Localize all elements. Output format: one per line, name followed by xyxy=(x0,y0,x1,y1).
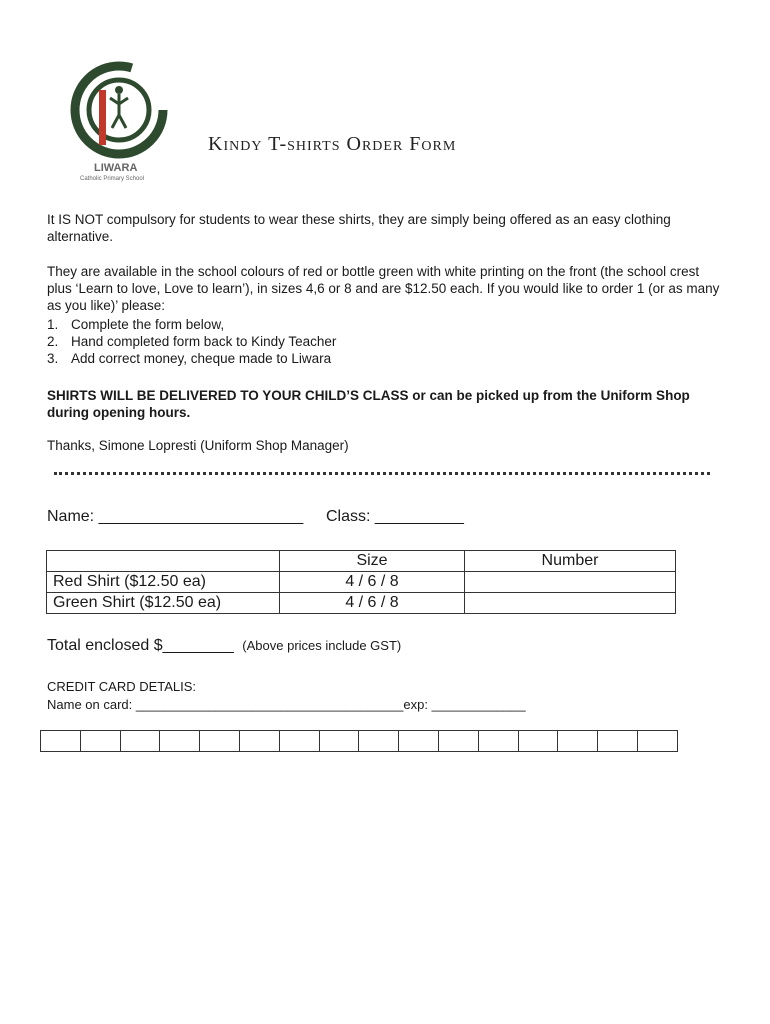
card-digit-box[interactable] xyxy=(359,731,399,752)
school-crest-icon xyxy=(64,60,174,170)
page-title: Kindy T-shirts Order Form xyxy=(208,133,457,155)
number-cell[interactable] xyxy=(465,593,676,614)
size-cell[interactable]: 4 / 6 / 8 xyxy=(280,572,465,593)
size-header: Size xyxy=(280,551,465,572)
card-digit-box[interactable] xyxy=(41,731,81,752)
gst-note: (Above prices include GST) xyxy=(242,638,402,653)
card-digit-box[interactable] xyxy=(319,731,359,752)
table-row xyxy=(47,593,676,614)
card-digit-box[interactable] xyxy=(598,731,638,752)
card-digit-box[interactable] xyxy=(239,731,279,752)
credit-card-title: CREDIT CARD DETALIS: xyxy=(47,679,197,694)
list-item: 2. Hand completed form back to Kindy Teacher xyxy=(47,334,337,349)
total-enclosed[interactable]: Total enclosed $________ (Above prices include GST) xyxy=(47,637,402,654)
cut-line xyxy=(54,458,710,475)
card-digit-box[interactable] xyxy=(279,731,319,752)
size-cell[interactable]: 4 / 6 / 8 xyxy=(280,593,465,614)
intro-paragraph: It IS NOT compulsory for students to wear these shirts, they are simply being offered as an easy clothing alternative. xyxy=(47,212,671,244)
list-item: 3. Add correct money, cheque made to Liwara xyxy=(47,351,332,366)
number-cell[interactable] xyxy=(465,572,676,593)
instructions-list xyxy=(47,316,336,367)
card-digit-box[interactable] xyxy=(399,731,439,752)
list-item: 1. Complete the form below, xyxy=(47,317,225,332)
card-digit-box[interactable] xyxy=(478,731,518,752)
item-cell: Red Shirt ($12.50 ea) xyxy=(47,572,280,593)
card-digit-box[interactable] xyxy=(160,731,200,752)
table-row xyxy=(47,572,676,593)
card-digit-box[interactable] xyxy=(558,731,598,752)
table-header-row xyxy=(47,551,676,572)
class-field[interactable]: Class: __________ xyxy=(326,508,464,525)
details-paragraph: They are available in the school colours of red or bottle green with white printing on the front (the school crest plus ‘Learn to love, Love to learn’), in sizes 4,6 or 8 and are $12.50 each. If you would like to order 1 (or as many as you like)’ please: xyxy=(47,264,720,313)
card-digit-box[interactable] xyxy=(518,731,558,752)
item-cell: Green Shirt ($12.50 ea) xyxy=(47,593,280,614)
order-table xyxy=(46,550,676,614)
card-digit-box[interactable] xyxy=(200,731,240,752)
card-digit-box[interactable] xyxy=(637,731,677,752)
card-digit-box[interactable] xyxy=(80,731,120,752)
name-field[interactable]: Name: _______________________ xyxy=(47,508,304,525)
card-digit-box[interactable] xyxy=(438,731,478,752)
thanks-line: Thanks, Simone Lopresti (Uniform Shop Manager) xyxy=(47,438,349,453)
delivery-notice: SHIRTS WILL BE DELIVERED TO YOUR CHILD’S CLASS or can be picked up from the Uniform Shop during opening hours. xyxy=(47,388,690,420)
card-number-boxes[interactable] xyxy=(40,730,678,752)
number-header: Number xyxy=(465,551,676,572)
card-digit-box[interactable] xyxy=(120,731,160,752)
school-subtitle: Catholic Primary School xyxy=(80,176,145,182)
school-name: LIWARA xyxy=(94,162,138,174)
card-name-field[interactable]: Name on card: _____________________________________exp: _____________ xyxy=(47,697,526,712)
